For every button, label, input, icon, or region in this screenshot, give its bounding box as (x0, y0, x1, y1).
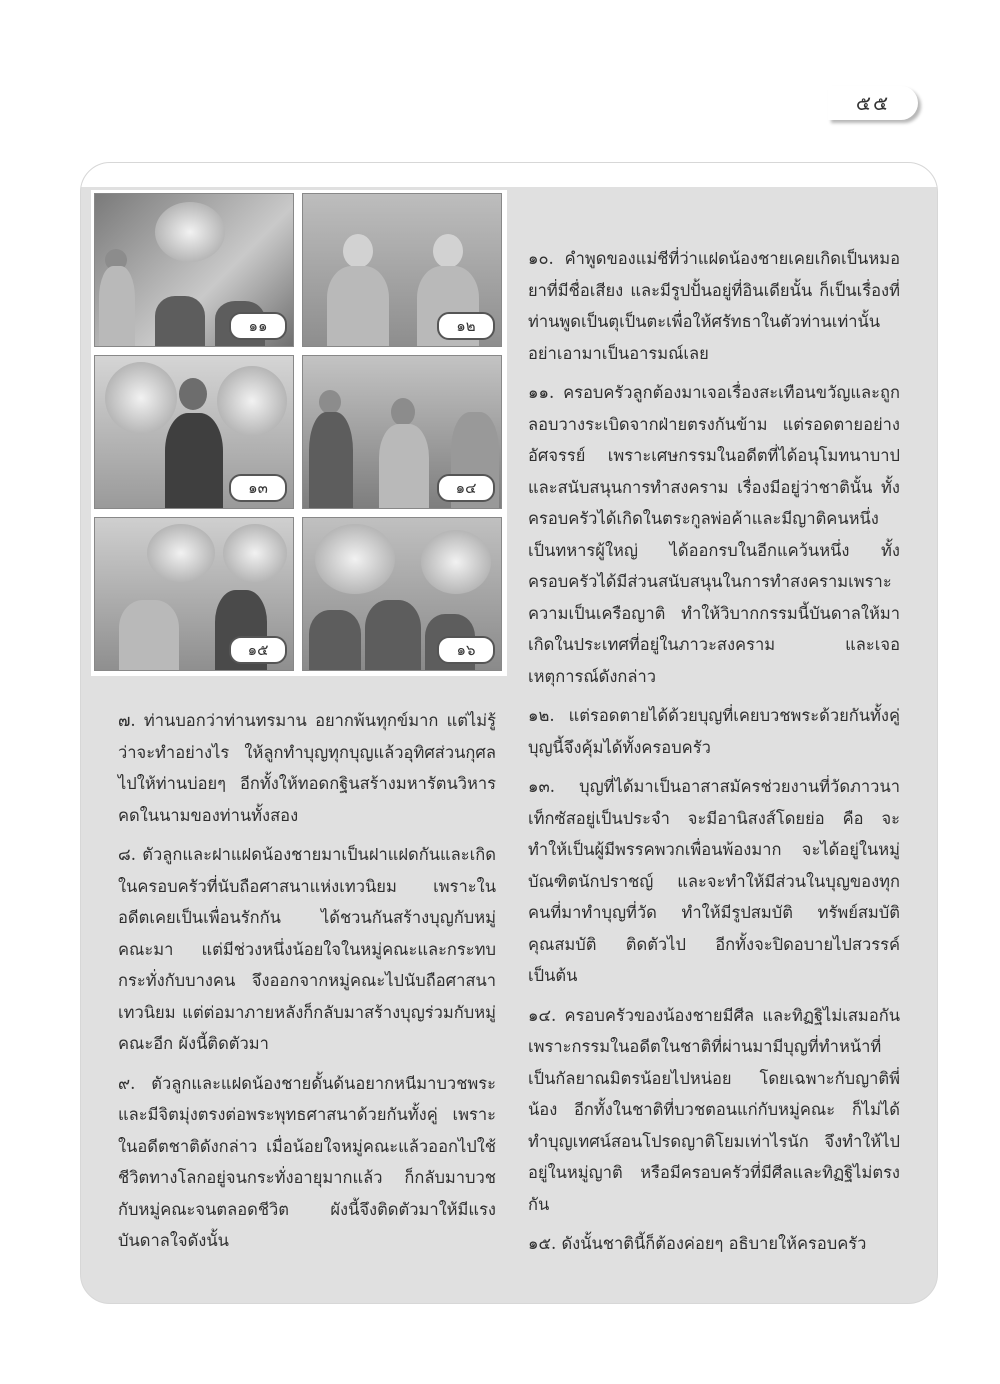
illustration-13 (94, 355, 294, 509)
illustration-number: ๑๕ (229, 636, 287, 664)
illustration-14 (302, 355, 502, 509)
paragraph-14: ๑๔. ครอบครัวของน้องชายมีศีล และทิฏฐิไม่เสมอกันเพราะกรรมในอดีตในชาติที่ผ่านมามีบุญที่ทำหน้าที่เป็นกัลยาณมิตรน้อยไปหน่อย โดยเฉพาะกับญาติพี่น้อง อีกทั้งในชาติที่บวชตอนแก่กับหมู่คณะ ก็ไม่ได้ทำบุญเทศน์สอนโปรดญาติโยมเท่าไรนัก จึงทำให้ไปอยู่ในหมู่ญาติ หรือมีครอบครัวที่มีศีลและทิฏฐิไม่ตรงกัน (528, 1005, 900, 1214)
paragraph-13: ๑๓. บุญที่ได้มาเป็นอาสาสมัครช่วยงานที่วัดภาวนาเท็กซัสอยู่เป็นประจำ จะมีอานิสงส์โดยย่อ คือ จะทำให้เป็นผู้มีพรรคพวกเพื่อนพ้องมาก จะได้อยู่ในหมู่บัณฑิตนักปราชญ์ และจะทำให้มีส่วนในบุญของทุกคนที่มาทำบุญที่วัด ทำให้มีรูปสมบัติ ทรัพย์สมบัติ คุณสมบัติ ติดตัวไป อีกทั้งจะปิดอบายไปสวรรค์ เป็นต้น (528, 777, 900, 985)
illustration-15 (94, 517, 294, 671)
illustration-16 (302, 517, 502, 671)
paragraph-9: ๙. ตัวลูกและแฝดน้องชายดั้นด้นอยากหนีมาบวชพระและมีจิตมุ่งตรงต่อพระพุทธศาสนาด้วยกันทั้งคู่ เพราะในอดีตชาติดังกล่าว เมื่อน้อยใจหมู่คณะแล้วออกไปใช้ชีวิตทางโลกอยู่จนกระทั่งอายุมากแล้ว ก็กลับมาบวชกับหมู่คณะจนตลอดชีวิต ผังนี้จึงติดตัวมาให้มีแรงบันดาลใจดังนั้น (118, 1073, 496, 1250)
paragraph-11: ๑๑. ครอบครัวลูกต้องมาเจอเรื่องสะเทือนขวัญและถูกลอบวางระเบิดจากฝ่ายตรงกันข้าม แต่รอดตายอย่างอัศจรรย์ เพราะเศษกรรมในอดีตที่ได้อนุโมทนาบาป และสนับสนุนการทำสงคราม เรื่องมีอยู่ว่าชาตินั้น ทั้งครอบครัวได้เกิดในตระกูลพ่อค้าและมีญาติคนหนึ่งเป็นทหารผู้ใหญ่ ได้ออกรบในอีกแคว้นหนึ่ง ทั้งครอบครัวได้มีส่วนสนับสนุนในการทำสงครามเพราะความเป็นเครือญาติ ทำให้วิบากกรรมนี้บันดาลให้มาเกิดในประเทศที่อยู่ในภาวะสงคราม และเจอเหตุการณ์ดังกล่าว (528, 383, 900, 686)
illustration-11 (94, 193, 294, 347)
illustration-number: ๑๓ (229, 474, 287, 502)
illustration-number: ๑๖ (437, 636, 495, 664)
panel-top-strip (81, 163, 937, 187)
left-text-column (118, 705, 496, 1265)
right-text-column (528, 243, 900, 1268)
paragraph-7: ๗. ท่านบอกว่าท่านทรมาน อยากพ้นทุกข์มาก แต่ไม่รู้ว่าจะทำอย่างไร ให้ลูกทำบุญทุกบุญแล้วอุทิศส่วนกุศลไปให้ท่านบ่อยๆ อีกทั้งให้ทอดกฐินสร้างมหารัตนวิหารคดในนามของท่านทั้งสอง (118, 711, 496, 825)
paragraph-8: ๘. ตัวลูกและฝาแฝดน้องชายมาเป็นฝาแฝดกันและเกิดในครอบครัวที่นับถือศาสนาแห่งเทวนิยม เพราะในอดีตเคยเป็นเพื่อนรักกัน ได้ชวนกันสร้างบุญกับหมู่คณะมา แต่มีช่วงหนึ่งน้อยใจในหมู่คณะและกระทบกระทั่งกับบางคน จึงออกจากหมู่คณะไปนับถือศาสนาเทวนิยม แต่ต่อมาภายหลังก็กลับมาสร้างบุญร่วมกับหมู่คณะอีก ผังนี้ติดตัวมา (118, 845, 496, 1053)
illustration-number: ๑๔ (437, 474, 495, 502)
illustration-12 (302, 193, 502, 347)
illustration-grid (91, 190, 507, 676)
paragraph-10: ๑๐. คำพูดของแม่ชีที่ว่าแฝดน้องชายเคยเกิดเป็นหมอยาที่มีชื่อเสียง และมีรูปปั้นอยู่ที่อินเดียนั้น ก็เป็นเรื่องที่ท่านพูดเป็นตุเป็นตะเพื่อให้ศรัทธาในตัวท่านเท่านั้น อย่าเอามาเป็นอารมณ์เลย (528, 249, 900, 363)
page-number: ๕๕ (855, 91, 891, 115)
paragraph-12: ๑๒. แต่รอดตายได้ด้วยบุญที่เคยบวชพระด้วยกันทั้งคู่ บุญนี้จึงคุ้มได้ทั้งครอบครัว (528, 706, 900, 757)
paragraph-15: ๑๕. ดังนั้นชาตินี้ก็ต้องค่อยๆ อธิบายให้ครอบครัว (528, 1234, 867, 1253)
page-number-tab (828, 86, 918, 120)
illustration-number: ๑๒ (437, 312, 495, 340)
illustration-number: ๑๑ (229, 312, 287, 340)
